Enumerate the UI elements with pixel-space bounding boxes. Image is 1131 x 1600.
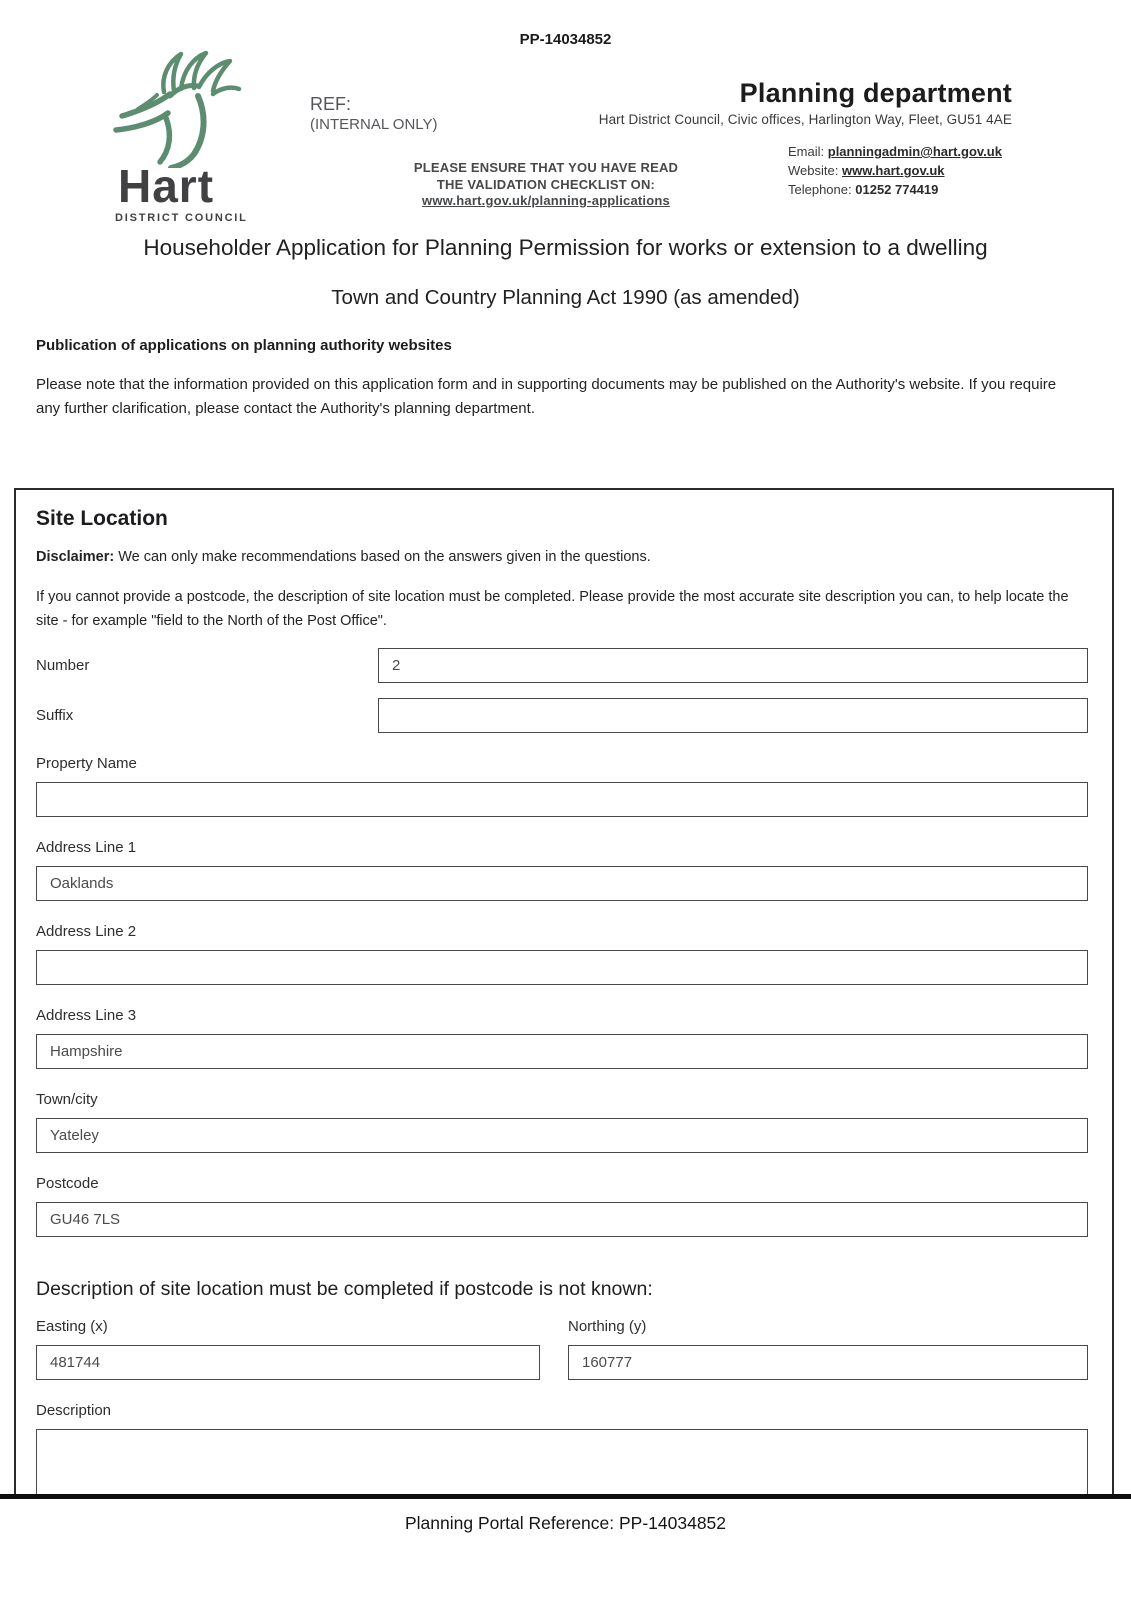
description-label: Description: [36, 1402, 112, 1419]
field-row-number: [36, 648, 1088, 683]
form-title: Householder Application for Planning Permission for works or extension to a dwelling: [143, 235, 988, 260]
email-label: Email:: [788, 144, 825, 159]
site-location-heading: Site Location: [36, 507, 168, 530]
postcode-label: Postcode: [36, 1175, 99, 1192]
disclaimer-text: [36, 547, 1088, 567]
number-input[interactable]: [378, 648, 1088, 683]
contact-details: [788, 142, 1002, 199]
coordinates-row: [36, 1317, 1088, 1380]
email-value[interactable]: planningadmin@hart.gov.uk: [827, 144, 1002, 159]
publication-heading: Publication of applications on planning authority websites: [36, 337, 452, 354]
easting-field: [36, 1317, 540, 1380]
northing-label: Northing (y): [568, 1318, 647, 1335]
field-row-property-name: [36, 754, 1088, 817]
field-row-address-line-3: [36, 1006, 1088, 1069]
internal-ref-block: [310, 93, 438, 135]
telephone-label: Telephone:: [788, 182, 852, 197]
hart-district-council-logo: [98, 50, 258, 224]
property-name-label: Property Name: [36, 755, 137, 772]
contact-website-row: [788, 161, 1002, 180]
northing-field: [568, 1317, 1088, 1380]
postcode-input[interactable]: [36, 1202, 1088, 1237]
town-city-label: Town/city: [36, 1091, 98, 1108]
address-line-1-label: Address Line 1: [36, 839, 137, 856]
town-city-input[interactable]: [36, 1118, 1088, 1153]
telephone-value: 01252 774419: [855, 182, 939, 197]
field-row-address-line-1: [36, 838, 1088, 901]
field-row-suffix: [36, 698, 1088, 733]
contact-telephone-row: [788, 180, 1002, 199]
postcode-note: If you cannot provide a postcode, the description of site location must be completed. Please provide the most accurate site description you can, to help locate the site - for example "field to the North of the Post Office".: [36, 589, 1069, 629]
address-line-1-input[interactable]: [36, 866, 1088, 901]
disclaimer-label: Disclaimer:: [36, 549, 115, 565]
notice-line-2: THE VALIDATION CHECKLIST ON:: [436, 176, 656, 192]
ref-label: REF:: [310, 94, 352, 114]
description-textarea[interactable]: [36, 1429, 1088, 1497]
disclaimer-body: We can only make recommendations based on the answers given in the questions.: [118, 549, 651, 565]
page-break-divider: [0, 1494, 1131, 1499]
address-line-3-label: Address Line 3: [36, 1007, 137, 1024]
field-row-town-city: [36, 1090, 1088, 1153]
address-line-2-input[interactable]: [36, 950, 1088, 985]
ref-note: (INTERNAL ONLY): [310, 116, 438, 133]
contact-email-row: [788, 142, 1002, 161]
site-location-section: [14, 488, 1114, 1497]
department-title: Planning department: [739, 78, 1012, 108]
department-address: Hart District Council, Civic offices, Harlington Way, Fleet, GU51 4AE: [598, 112, 1012, 127]
easting-input[interactable]: [36, 1345, 540, 1380]
validation-checklist-notice: [394, 160, 698, 210]
field-row-description: [36, 1401, 1088, 1497]
field-row-postcode: [36, 1174, 1088, 1237]
website-label: Website:: [788, 163, 839, 178]
logo-subtitle: DISTRICT COUNCIL: [115, 212, 248, 224]
notice-line-1: PLEASE ENSURE THAT YOU HAVE READ: [413, 160, 679, 175]
website-value[interactable]: www.hart.gov.uk: [841, 163, 945, 178]
number-label: Number: [36, 657, 90, 674]
easting-label: Easting (x): [36, 1318, 108, 1335]
planning-portal-reference-top: PP-14034852: [519, 31, 612, 48]
description-required-heading: Description of site location must be completed if postcode is not known:: [36, 1278, 653, 1300]
form-subtitle: Town and Country Planning Act 1990 (as amended): [331, 286, 800, 309]
logo-wordmark: Hart: [118, 160, 215, 212]
validation-checklist-link[interactable]: www.hart.gov.uk/planning-applications: [422, 193, 670, 208]
planning-department-block: [540, 78, 1012, 127]
address-line-3-input[interactable]: [36, 1034, 1088, 1069]
publication-body: Please note that the information provided on this application form and in supporting documents may be published on the Authority's website. If you require any further clarification, please contact the Authority's planning department.: [36, 376, 1057, 417]
northing-input[interactable]: [568, 1345, 1088, 1380]
stag-head-icon: [108, 50, 248, 168]
planning-portal-reference-footer: Planning Portal Reference: PP-14034852: [404, 1513, 727, 1533]
address-line-2-label: Address Line 2: [36, 923, 137, 940]
suffix-input[interactable]: [378, 698, 1088, 733]
field-row-address-line-2: [36, 922, 1088, 985]
property-name-input[interactable]: [36, 782, 1088, 817]
suffix-label: Suffix: [36, 707, 74, 724]
